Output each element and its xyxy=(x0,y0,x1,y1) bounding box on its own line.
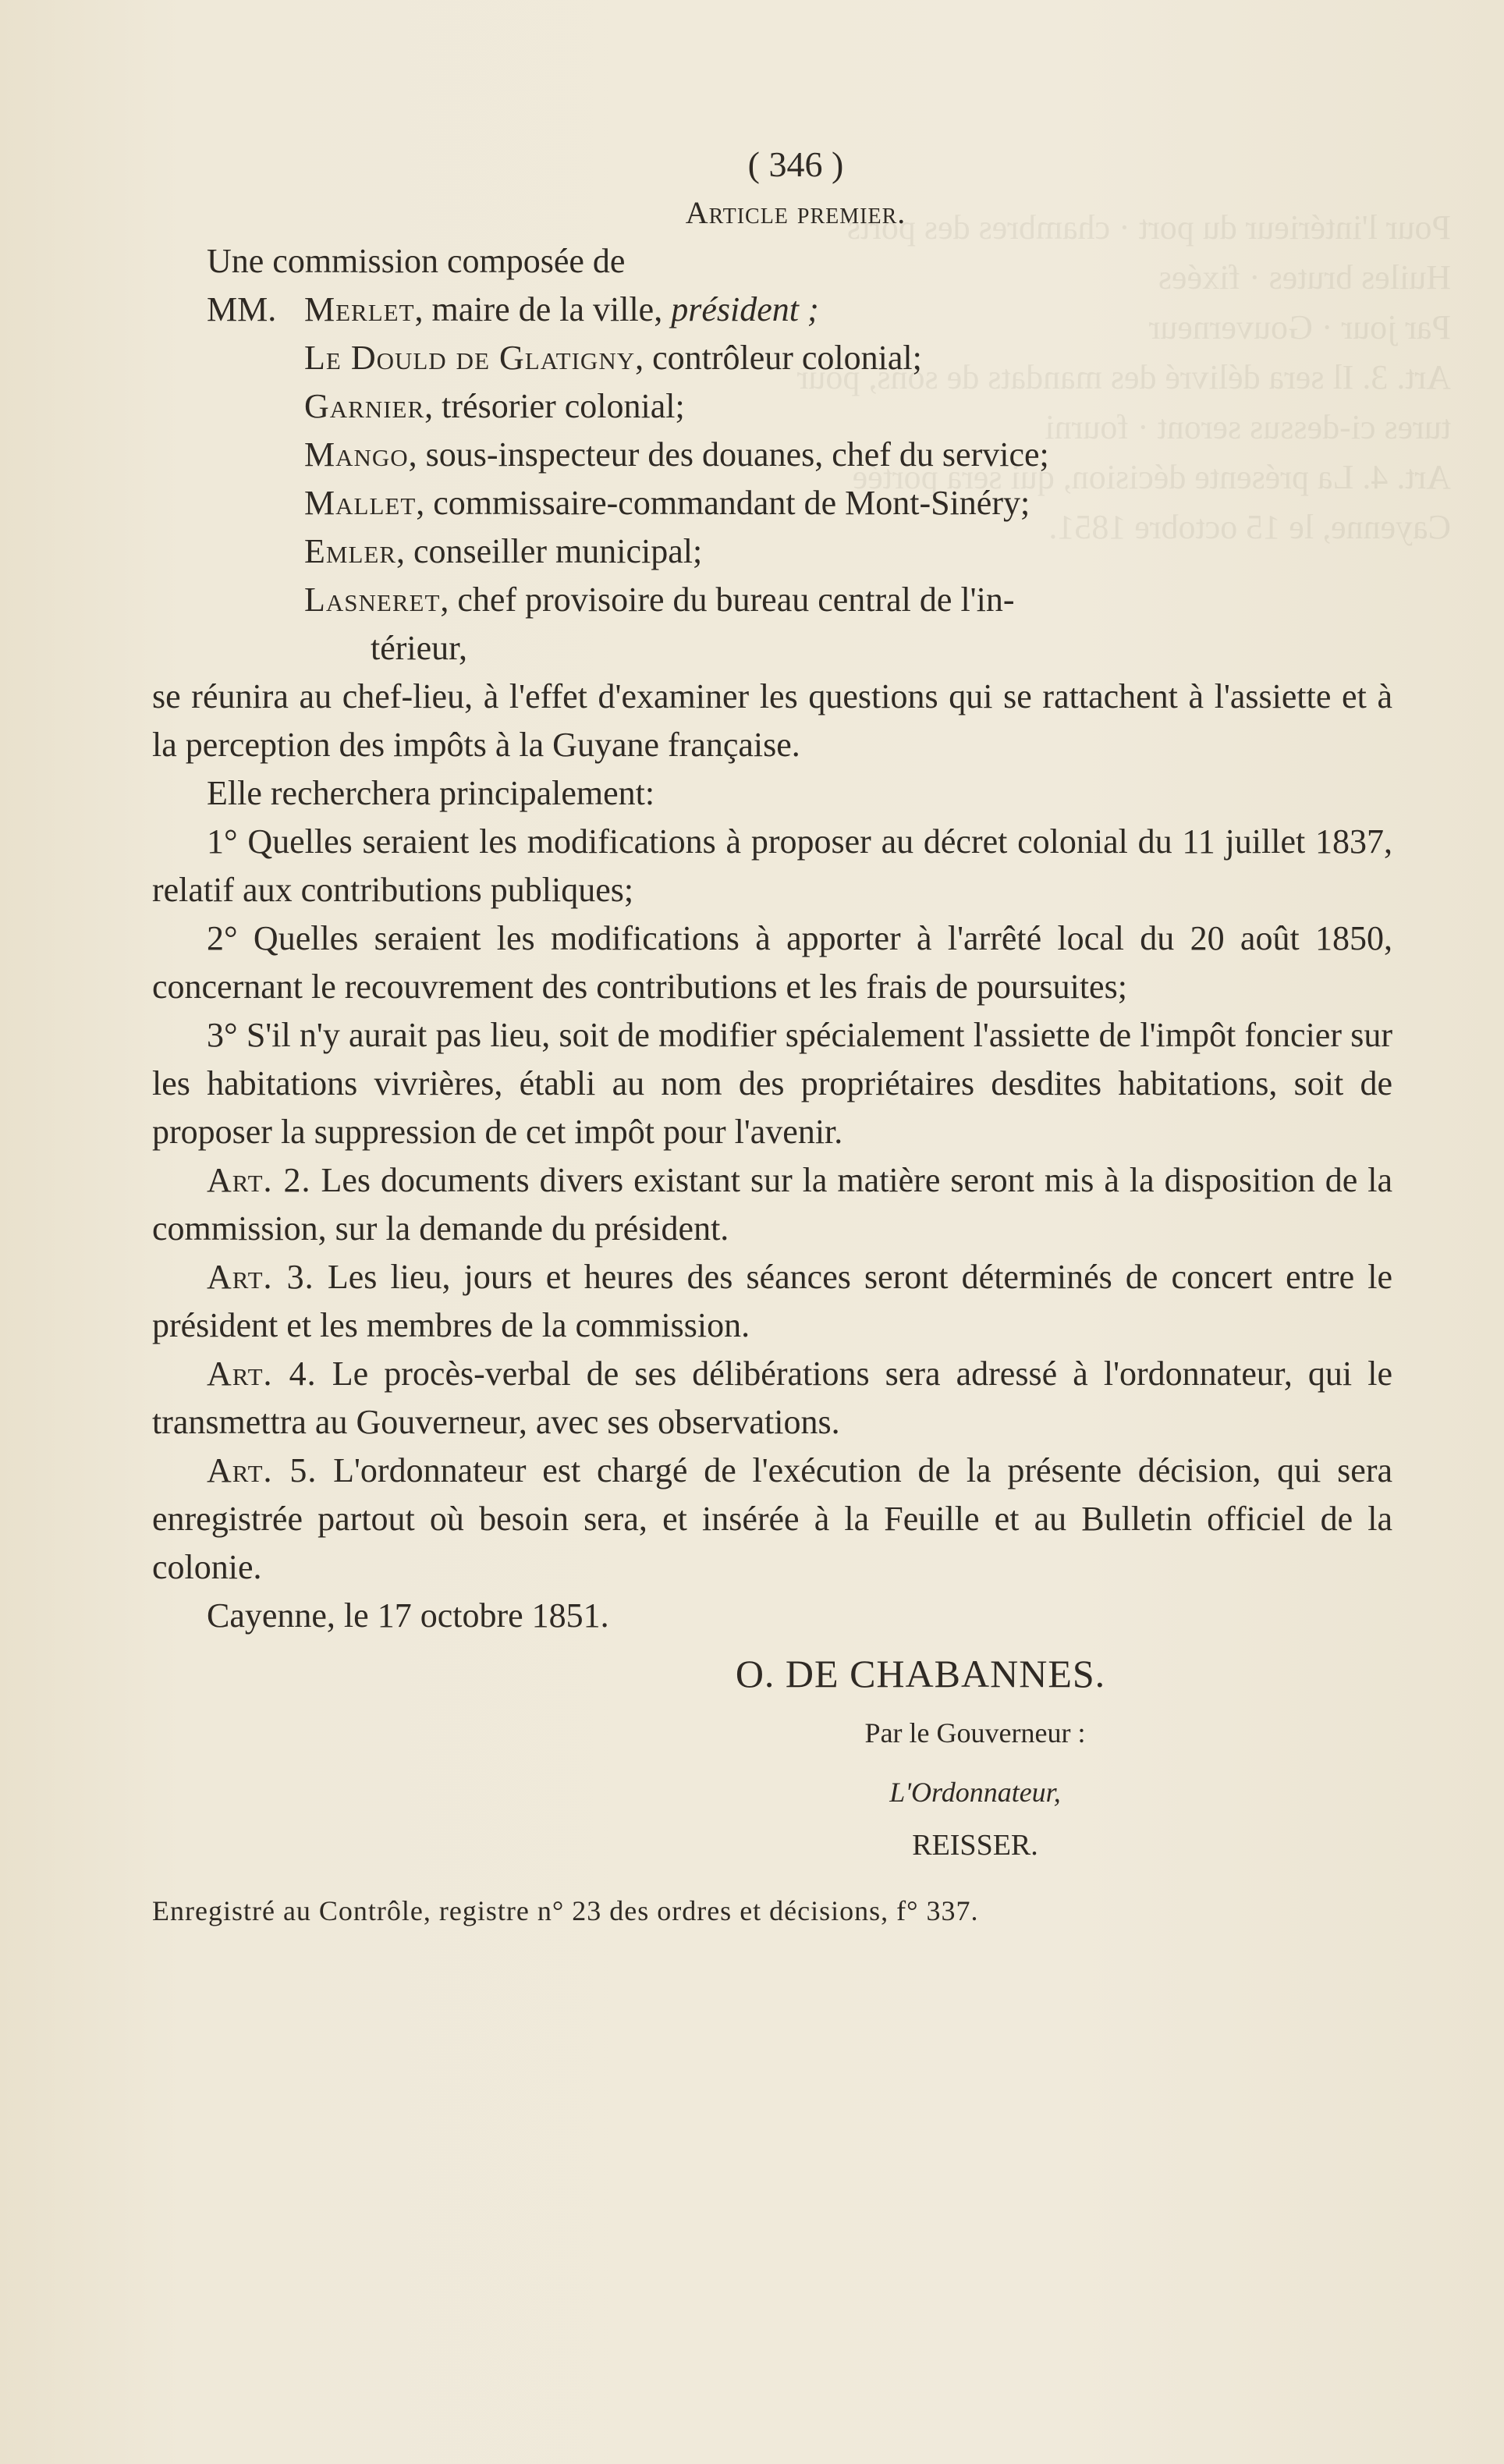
member-mallet: Mallet, commissaire-commandant de Mont-Sinéry; xyxy=(304,484,1030,522)
document-body xyxy=(152,140,1392,1935)
article-2-label: Art. 2. xyxy=(207,1161,311,1199)
commission-intro: Une commission composée de xyxy=(207,242,626,280)
article-3: Art. 3. Les lieu, jours et heures des séances seront déterminés de concert entre le président et les membres de la commission. xyxy=(152,1258,1392,1344)
para-principal: Elle recherchera principalement: xyxy=(207,774,655,812)
article-2: Art. 2. Les documents divers existant sur la matière seront mis à la disposition de la commission, sur la demande du président. xyxy=(152,1161,1393,1248)
place-date: Cayenne, le 17 octobre 1851. xyxy=(207,1596,609,1635)
article-5: Art. 5. L'ordonnateur est chargé de l'exécution de la présente décision, qui sera enregistrée partout où besoin sera, et insérée à la Feuille et au Bulletin officiel de la colonie. xyxy=(152,1451,1393,1586)
bleed-through-text: Pour l'intérieur du port · chambres des ports Huiles brutes · fixées Par jour · Gouverneur Art. 3. Il sera délivré des mandats de sons, pour tures ci-dessus seront · fourni Art. 4. La présente décision, qui sera portée Cayenne, le 15 octobre 1851. xyxy=(796,208,1451,546)
article-4-label: Art. 4. xyxy=(207,1354,317,1393)
member-le-dould: Le Dould de Glatigny, contrôleur colonial; xyxy=(304,339,922,377)
member-lasneret: Lasneret, chef provisoire du bureau central de l'in- xyxy=(304,580,1015,619)
question-2: 2° Quelles seraient les modifications à apporter à l'arrêté local du 20 août 1850, concernant le recouvrement des contributions et les frais de poursuites; xyxy=(152,919,1392,1006)
article-3-label: Art. 3. xyxy=(207,1258,314,1296)
member-mango: Mango, sous-inspecteur des douanes, chef du service; xyxy=(304,435,1049,474)
question-1: 1° Quelles seraient les modifications à proposer au décret colonial du 11 juillet 1837, relatif aux contributions publiques; xyxy=(152,822,1392,909)
registration-footer: Enregistré au Contrôle, registre n° 23 des ordres et décisions, f° 337. xyxy=(152,1895,979,1926)
member-garnier: Garnier, trésorier colonial; xyxy=(304,387,685,425)
question-3: 3° S'il n'y aurait pas lieu, soit de modifier spécialement l'assiette de l'impôt foncier sur les habitations vivrières, établi au nom des propriétaires desdites habitations, soit de proposer la suppression de cet impôt pour l'avenir. xyxy=(152,1016,1392,1151)
member-emler: Emler, conseiller municipal; xyxy=(304,532,703,570)
countersignatory: REISSER. xyxy=(912,1829,1038,1862)
para-meeting: se réunira au chef-lieu, à l'effet d'examiner les questions qui se rattachent à l'assiette et à la perception des impôts à la Guyane française. xyxy=(152,677,1392,764)
member-merlet: Merlet, maire de la ville, président ; xyxy=(304,290,819,328)
article-5-label: Art. 5. xyxy=(207,1451,317,1489)
par-le-gouverneur: Par le Gouverneur : xyxy=(864,1717,1086,1749)
signatory: O. DE CHABANNES. xyxy=(735,1652,1106,1695)
members-list xyxy=(152,286,1392,673)
member-lasneret-continuation: térieur, xyxy=(371,629,468,667)
members-label: MM. xyxy=(207,290,277,328)
ordonnateur-label: L'Ordonnateur, xyxy=(889,1777,1061,1808)
page-number: ( 346 ) xyxy=(747,144,844,184)
article-title: Article premier. xyxy=(685,195,906,230)
article-4: Art. 4. Le procès-verbal de ses délibérations sera adressé à l'ordonnateur, qui le transmettra au Gouverneur, avec ses observations. xyxy=(152,1354,1393,1441)
